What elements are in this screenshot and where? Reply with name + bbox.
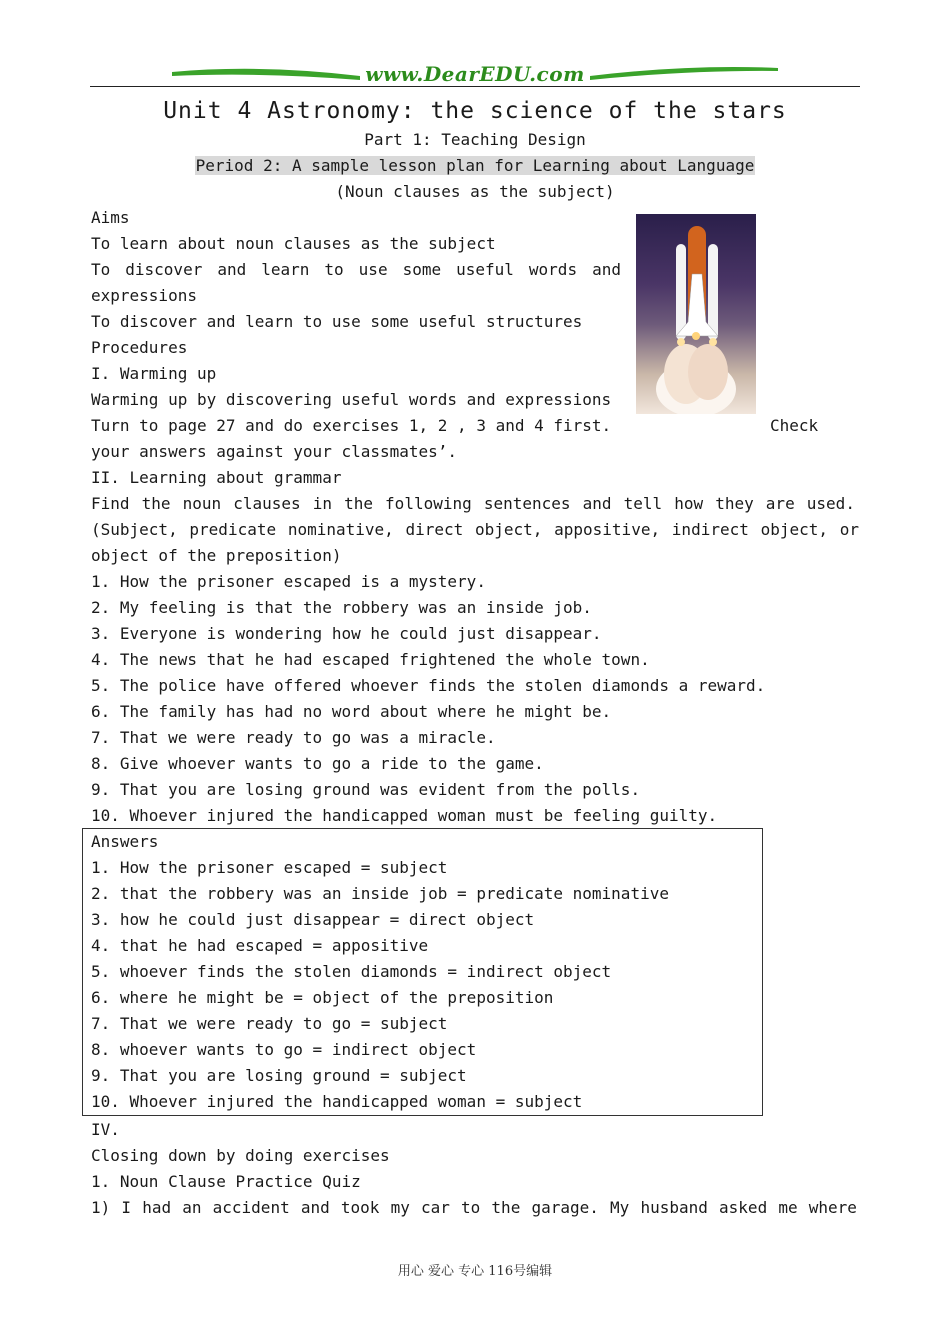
period-title: Period 2: A sample lesson plan for Learning about Language	[195, 156, 755, 175]
closing-heading: Closing down by doing exercises	[91, 1146, 390, 1165]
section-iv-label: IV.	[91, 1120, 120, 1139]
part-title: Part 1: Teaching Design	[364, 130, 586, 149]
aim-3: To discover and learn to use some useful structures	[91, 312, 583, 331]
site-logo-text[interactable]: www.DearEDU.com	[365, 62, 585, 86]
answer-item: 2. that the robbery was an inside job = predicate nominative	[91, 884, 669, 903]
period-title-wrap	[90, 156, 860, 175]
header-divider	[90, 86, 860, 87]
sentence-item: 10. Whoever injured the handicapped woman must be feeling guilty.	[91, 806, 718, 825]
answers-heading: Answers	[91, 832, 159, 851]
check-word: Check	[770, 416, 819, 435]
answer-item: 5. whoever finds the stolen diamonds = indirect object	[91, 962, 612, 981]
answers-against-text: your answers against your classmates’.	[91, 442, 458, 461]
quiz-question-1: 1) I had an accident and took my car to the garage. My husband asked me where	[91, 1198, 857, 1217]
turn-to-page-text: Turn to page 27 and do exercises 1, 2 , 3 and 4 first.	[91, 416, 612, 435]
sentence-item: 8. Give whoever wants to go a ride to the game.	[91, 754, 544, 773]
clause-types-continued: object of the preposition)	[91, 546, 342, 565]
sentence-item: 5. The police have offered whoever finds the stolen diamonds a reward.	[91, 676, 766, 695]
warming-up-text: Warming up by discovering useful words and expressions	[91, 390, 612, 409]
clause-types-list: (Subject, predicate nominative, direct object, appositive, indirect object, or	[91, 520, 859, 539]
page-footer: 用心 爱心 专心 116号编辑	[397, 1264, 553, 1279]
answer-item: 3. how he could just disappear = direct object	[91, 910, 535, 929]
procedures-heading: Procedures	[91, 338, 188, 357]
aim-2-continued: expressions	[91, 286, 197, 305]
sentence-item: 1. How the prisoner escaped is a mystery.	[91, 572, 486, 591]
sentence-item: 9. That you are losing ground was evident from the polls.	[91, 780, 641, 799]
sentence-item: 4. The news that he had escaped frightened the whole town.	[91, 650, 650, 669]
answer-item: 8. whoever wants to go = indirect object	[91, 1040, 477, 1059]
space-shuttle-illustration	[636, 214, 756, 414]
answer-item: 6. where he might be = object of the preposition	[91, 988, 554, 1007]
aim-2: To discover and learn to use some useful words and	[91, 260, 621, 279]
sentence-item: 6. The family has had no word about where he might be.	[91, 702, 612, 721]
space-shuttle-photo	[636, 214, 756, 414]
quiz-title: 1. Noun Clause Practice Quiz	[91, 1172, 361, 1191]
sentence-item: 3. Everyone is wondering how he could just disappear.	[91, 624, 602, 643]
aim-1: To learn about noun clauses as the subject	[91, 234, 496, 253]
find-instruction: Find the noun clauses in the following sentences and tell how they are used.	[91, 494, 855, 513]
answer-item: 10. Whoever injured the handicapped woman = subject	[91, 1092, 583, 1111]
answer-item: 4. that he had escaped = appositive	[91, 936, 429, 955]
sentence-item: 7. That we were ready to go was a miracle.	[91, 728, 496, 747]
unit-title: Unit 4 Astronomy: the science of the stars	[163, 98, 787, 124]
sentence-item: 2. My feeling is that the robbery was an inside job.	[91, 598, 592, 617]
grammar-heading: II. Learning about grammar	[91, 468, 342, 487]
answer-item: 9. That you are losing ground = subject	[91, 1066, 467, 1085]
warming-up-heading: I. Warming up	[91, 364, 217, 383]
answer-item: 1. How the prisoner escaped = subject	[91, 858, 448, 877]
answer-item: 7. That we were ready to go = subject	[91, 1014, 448, 1033]
topic-subtitle: (Noun clauses as the subject)	[335, 182, 615, 201]
aims-heading: Aims	[91, 208, 130, 227]
